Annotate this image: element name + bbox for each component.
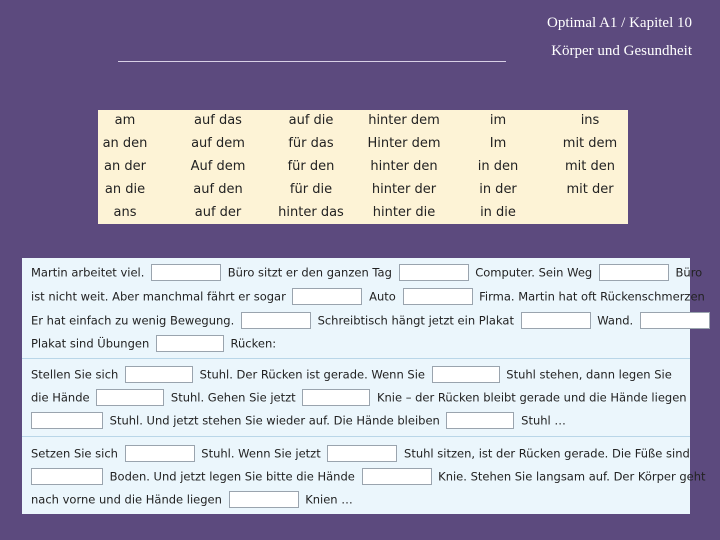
text-segment: Wand.: [597, 313, 634, 328]
header-subtitle: Körper und Gesundheit: [551, 43, 692, 59]
exercise-line: [31, 389, 687, 406]
preposition-cell: an den: [102, 136, 148, 151]
blank-input[interactable]: [521, 312, 591, 329]
text-segment: Stuhl. Und jetzt stehen Sie wieder auf. Die Hände bleiben: [109, 413, 440, 428]
preposition-cell: in den: [477, 159, 519, 174]
blank-input[interactable]: [399, 264, 469, 281]
text-segment: Schreibtisch hängt jetzt ein Plakat: [317, 313, 514, 328]
text-segment: Er hat einfach zu wenig Bewegung.: [31, 313, 235, 328]
preposition-cell: für das: [288, 136, 334, 151]
text-segment: Boden. Und jetzt legen Sie bitte die Hände: [109, 469, 355, 484]
text-segment: Auto: [369, 289, 396, 304]
exercise-line: [31, 288, 705, 305]
blank-input[interactable]: [432, 366, 500, 383]
preposition-cell: hinter den: [370, 159, 438, 174]
blank-input[interactable]: [125, 366, 193, 383]
blank-input[interactable]: [302, 389, 370, 406]
preposition-cell: in der: [479, 182, 517, 197]
preposition-cell: mit dem: [562, 136, 618, 151]
text-segment: ist nicht weit. Aber manchmal fährt er sogar: [31, 289, 286, 304]
header-title: Optimal A1 / Kapitel 10: [547, 15, 692, 31]
divider: [22, 358, 690, 359]
text-segment: Plakat sind Übungen: [31, 336, 150, 351]
blank-input[interactable]: [446, 412, 514, 429]
text-segment: Stuhl. Der Rücken ist gerade. Wenn Sie: [199, 367, 425, 382]
exercise-line: [31, 312, 713, 329]
blank-input[interactable]: [229, 491, 299, 508]
exercise-line: [28, 468, 706, 485]
exercise-line: [31, 335, 276, 352]
header-underline: [118, 61, 506, 62]
text-segment: Stuhl. Wenn Sie jetzt: [201, 446, 321, 461]
blank-input[interactable]: [241, 312, 311, 329]
preposition-cell: für die: [289, 182, 333, 197]
blank-input[interactable]: [31, 412, 103, 429]
exercise-line: [31, 366, 672, 383]
preposition-cell: Im: [489, 136, 507, 151]
preposition-cell: auf den: [193, 182, 243, 197]
text-segment: Knie – der Rücken bleibt gerade und die Hände liegen: [376, 390, 687, 405]
preposition-table: [98, 110, 628, 224]
preposition-cell: mit der: [566, 182, 614, 197]
exercise-line: [28, 412, 566, 429]
blank-input[interactable]: [327, 445, 397, 462]
text-segment: Stuhl stehen, dann legen Sie: [506, 367, 672, 382]
preposition-cell: Auf dem: [190, 159, 246, 174]
blank-input[interactable]: [125, 445, 195, 462]
blank-input[interactable]: [292, 288, 362, 305]
preposition-cell: im: [489, 113, 507, 128]
preposition-cell: an der: [104, 159, 146, 174]
preposition-cell: ins: [580, 113, 600, 128]
preposition-cell: auf das: [194, 113, 242, 128]
blank-input[interactable]: [403, 288, 473, 305]
blank-input[interactable]: [640, 312, 710, 329]
text-segment: Büro sitzt er den ganzen Tag: [227, 265, 392, 280]
preposition-cell: auf dem: [191, 136, 245, 151]
text-segment: Knien …: [305, 492, 353, 507]
exercise-line: [31, 264, 702, 281]
exercise-panel: [22, 258, 706, 514]
exercise-line: [31, 491, 353, 508]
preposition-cell: am: [114, 113, 136, 128]
text-segment: Setzen Sie sich: [31, 446, 118, 461]
blank-input[interactable]: [151, 264, 221, 281]
text-segment: Computer. Sein Weg: [475, 265, 593, 280]
preposition-cell: hinter der: [371, 182, 437, 197]
preposition-cell: hinter die: [372, 205, 436, 220]
text-segment: Firma. Martin hat oft Rückenschmerzen: [479, 289, 705, 304]
text-segment: Stellen Sie sich: [31, 367, 119, 382]
exercise-line: [31, 445, 690, 462]
preposition-cell: hinter das: [278, 205, 344, 220]
text-segment: die Hände: [31, 390, 90, 405]
preposition-cell: auf die: [288, 113, 334, 128]
text-segment: Rücken:: [230, 336, 277, 351]
text-segment: Martin arbeitet viel.: [31, 265, 145, 280]
blank-input[interactable]: [96, 389, 164, 406]
text-segment: Stuhl. Gehen Sie jetzt: [170, 390, 296, 405]
preposition-cell: auf der: [194, 205, 242, 220]
preposition-cell: mit den: [565, 159, 615, 174]
text-segment: Stuhl sitzen, ist der Rücken gerade. Die Füße sind: [404, 446, 690, 461]
blank-input[interactable]: [599, 264, 669, 281]
preposition-cell: Hinter dem: [367, 136, 441, 151]
preposition-cell: hinter dem: [368, 113, 440, 128]
preposition-cell: für den: [287, 159, 335, 174]
preposition-cell: ans: [113, 205, 137, 220]
blank-input[interactable]: [31, 468, 103, 485]
divider: [22, 436, 690, 437]
blank-input[interactable]: [156, 335, 224, 352]
text-segment: nach vorne und die Hände liegen: [31, 492, 222, 507]
text-segment: Büro: [675, 265, 703, 280]
text-segment: Stuhl …: [521, 413, 566, 428]
text-segment: Knie. Stehen Sie langsam auf. Der Körper geht: [438, 469, 706, 484]
preposition-cell: in die: [480, 205, 516, 220]
preposition-cell: an die: [104, 182, 146, 197]
blank-input[interactable]: [362, 468, 432, 485]
